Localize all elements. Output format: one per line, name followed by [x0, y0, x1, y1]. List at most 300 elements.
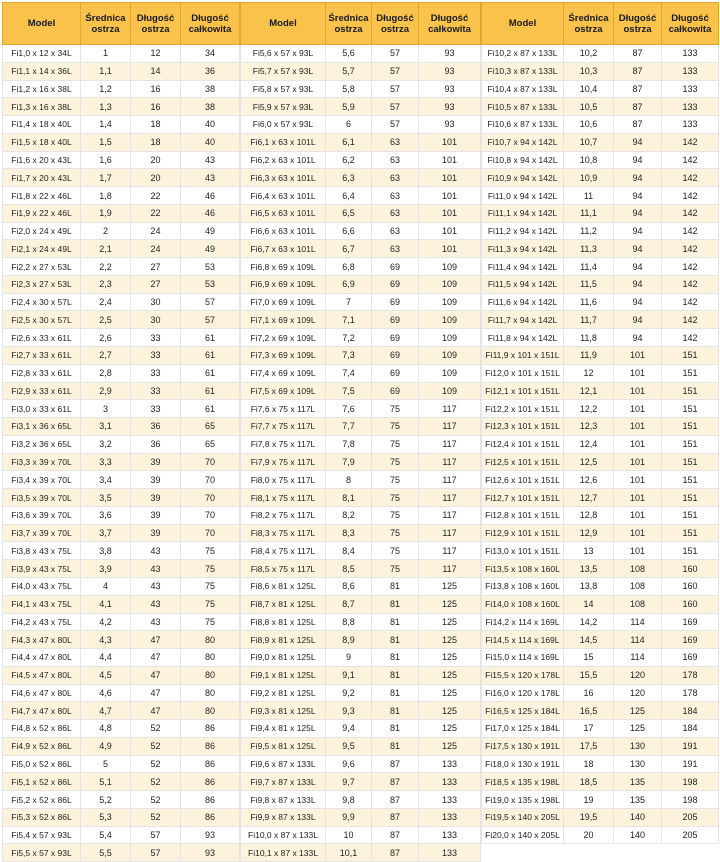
cell-diameter: 14,5 — [564, 631, 614, 649]
cell-total-length: 125 — [419, 684, 481, 702]
cell-model: Fi10,3 x 87 x 133L — [482, 62, 564, 80]
cell-blade-length: 108 — [614, 577, 662, 595]
table-row — [482, 524, 719, 542]
cell-blade-length: 39 — [131, 506, 181, 524]
cell-total-length: 151 — [662, 418, 719, 436]
cell-diameter: 15,5 — [564, 666, 614, 684]
cell-total-length: 101 — [419, 204, 481, 222]
cell-blade-length: 81 — [372, 737, 419, 755]
cell-total-length: 169 — [662, 613, 719, 631]
cell-model: Fi4,7 x 47 x 80L — [3, 702, 81, 720]
cell-blade-length: 140 — [614, 826, 662, 844]
cell-model: Fi12,1 x 101 x 151L — [482, 382, 564, 400]
table-row — [3, 489, 240, 507]
table-row — [241, 151, 481, 169]
cell-blade-length: 101 — [614, 542, 662, 560]
cell-diameter: 11,6 — [564, 293, 614, 311]
cell-model: Fi6,8 x 69 x 109L — [241, 258, 326, 276]
cell-model: Fi1,3 x 16 x 38L — [3, 98, 81, 116]
table-row — [482, 222, 719, 240]
cell-total-length: 93 — [419, 80, 481, 98]
cell-blade-length: 33 — [131, 364, 181, 382]
cell-total-length: 117 — [419, 453, 481, 471]
cell-blade-length: 75 — [372, 435, 419, 453]
table-row — [3, 222, 240, 240]
cell-blade-length: 63 — [372, 222, 419, 240]
cell-blade-length: 75 — [372, 453, 419, 471]
cell-model: Fi8,8 x 81 x 125L — [241, 613, 326, 631]
cell-blade-length: 47 — [131, 666, 181, 684]
cell-total-length: 160 — [662, 577, 719, 595]
cell-blade-length: 101 — [614, 453, 662, 471]
table-row — [241, 471, 481, 489]
cell-model: Fi19,5 x 140 x 205L — [482, 808, 564, 826]
cell-model: Fi13,5 x 108 x 160L — [482, 560, 564, 578]
cell-blade-length: 87 — [614, 98, 662, 116]
cell-total-length: 53 — [181, 275, 240, 293]
cell-total-length: 65 — [181, 418, 240, 436]
table-row — [482, 62, 719, 80]
table-row — [482, 702, 719, 720]
cell-blade-length: 87 — [614, 80, 662, 98]
cell-total-length: 151 — [662, 471, 719, 489]
cell-model: Fi6,7 x 63 x 101L — [241, 240, 326, 258]
cell-model: Fi12,2 x 101 x 151L — [482, 400, 564, 418]
cell-diameter: 2 — [81, 222, 131, 240]
table-row — [3, 649, 240, 667]
cell-diameter: 7 — [326, 293, 372, 311]
cell-blade-length: 24 — [131, 240, 181, 258]
cell-model: Fi5,2 x 52 x 86L — [3, 791, 81, 809]
cell-diameter: 4,6 — [81, 684, 131, 702]
table-row — [3, 116, 240, 134]
cell-blade-length: 63 — [372, 187, 419, 205]
cell-total-length: 93 — [419, 116, 481, 134]
table-row — [3, 524, 240, 542]
cell-total-length: 93 — [419, 45, 481, 63]
cell-blade-length: 81 — [372, 684, 419, 702]
table-row — [241, 489, 481, 507]
header-diameter: Średnica ostrza — [81, 3, 131, 45]
cell-total-length: 133 — [419, 773, 481, 791]
cell-blade-length: 130 — [614, 737, 662, 755]
cell-model: Fi3,6 x 39 x 70L — [3, 506, 81, 524]
spec-table-3 — [481, 2, 719, 844]
cell-total-length: 80 — [181, 649, 240, 667]
cell-total-length: 46 — [181, 187, 240, 205]
cell-model: Fi7,9 x 75 x 117L — [241, 453, 326, 471]
cell-total-length: 86 — [181, 737, 240, 755]
cell-blade-length: 33 — [131, 400, 181, 418]
cell-model: Fi5,5 x 57 x 93L — [3, 844, 81, 862]
cell-model: Fi6,2 x 63 x 101L — [241, 151, 326, 169]
cell-diameter: 12,6 — [564, 471, 614, 489]
table-row — [482, 435, 719, 453]
cell-blade-length: 94 — [614, 258, 662, 276]
table-row — [3, 666, 240, 684]
cell-diameter: 1,9 — [81, 204, 131, 222]
cell-total-length: 125 — [419, 577, 481, 595]
cell-model: Fi10,7 x 94 x 142L — [482, 133, 564, 151]
cell-total-length: 160 — [662, 595, 719, 613]
cell-blade-length: 140 — [614, 808, 662, 826]
cell-diameter: 10,7 — [564, 133, 614, 151]
cell-model: Fi6,0 x 57 x 93L — [241, 116, 326, 134]
cell-blade-length: 36 — [131, 418, 181, 436]
cell-blade-length: 75 — [372, 418, 419, 436]
cell-blade-length: 33 — [131, 329, 181, 347]
cell-total-length: 133 — [662, 98, 719, 116]
cell-blade-length: 33 — [131, 347, 181, 365]
cell-blade-length: 24 — [131, 222, 181, 240]
cell-total-length: 151 — [662, 489, 719, 507]
table-row — [3, 453, 240, 471]
cell-model: Fi19,0 x 135 x 198L — [482, 791, 564, 809]
table-row — [241, 204, 481, 222]
cell-blade-length: 101 — [614, 506, 662, 524]
cell-model: Fi14,5 x 114 x 169L — [482, 631, 564, 649]
cell-total-length: 151 — [662, 453, 719, 471]
cell-diameter: 2,9 — [81, 382, 131, 400]
cell-model: Fi7,5 x 69 x 109L — [241, 382, 326, 400]
cell-blade-length: 94 — [614, 169, 662, 187]
cell-model: Fi2,6 x 33 x 61L — [3, 329, 81, 347]
cell-diameter: 7,8 — [326, 435, 372, 453]
cell-diameter: 8,9 — [326, 631, 372, 649]
cell-model: Fi2,4 x 30 x 57L — [3, 293, 81, 311]
cell-blade-length: 52 — [131, 720, 181, 738]
cell-diameter: 10 — [326, 826, 372, 844]
cell-model: Fi10,0 x 87 x 133L — [241, 826, 326, 844]
table-row — [482, 293, 719, 311]
table-row — [3, 240, 240, 258]
cell-total-length: 75 — [181, 542, 240, 560]
cell-blade-length: 114 — [614, 649, 662, 667]
cell-model: Fi1,0 x 12 x 34L — [3, 45, 81, 63]
cell-model: Fi16,5 x 125 x 184L — [482, 702, 564, 720]
table-row — [482, 204, 719, 222]
cell-blade-length: 75 — [372, 560, 419, 578]
cell-total-length: 117 — [419, 471, 481, 489]
cell-total-length: 178 — [662, 684, 719, 702]
table-row — [241, 435, 481, 453]
cell-total-length: 49 — [181, 222, 240, 240]
cell-blade-length: 114 — [614, 631, 662, 649]
cell-model: Fi8,1 x 75 x 117L — [241, 489, 326, 507]
cell-model: Fi11,7 x 94 x 142L — [482, 311, 564, 329]
cell-total-length: 86 — [181, 808, 240, 826]
cell-blade-length: 75 — [372, 489, 419, 507]
cell-blade-length: 101 — [614, 382, 662, 400]
cell-blade-length: 43 — [131, 595, 181, 613]
cell-total-length: 142 — [662, 187, 719, 205]
cell-model: Fi5,4 x 57 x 93L — [3, 826, 81, 844]
cell-model: Fi1,7 x 20 x 43L — [3, 169, 81, 187]
table-row — [482, 720, 719, 738]
cell-total-length: 125 — [419, 613, 481, 631]
cell-model: Fi1,9 x 22 x 46L — [3, 204, 81, 222]
cell-diameter: 12,4 — [564, 435, 614, 453]
table-row — [482, 382, 719, 400]
cell-diameter: 11,9 — [564, 347, 614, 365]
cell-diameter: 7,3 — [326, 347, 372, 365]
cell-diameter: 2,5 — [81, 311, 131, 329]
table-row — [482, 613, 719, 631]
cell-diameter: 7,1 — [326, 311, 372, 329]
cell-blade-length: 47 — [131, 631, 181, 649]
cell-total-length: 61 — [181, 400, 240, 418]
cell-model: Fi6,1 x 63 x 101L — [241, 133, 326, 151]
cell-blade-length: 81 — [372, 720, 419, 738]
cell-blade-length: 94 — [614, 240, 662, 258]
table-row — [482, 506, 719, 524]
cell-total-length: 70 — [181, 489, 240, 507]
cell-total-length: 70 — [181, 524, 240, 542]
cell-diameter: 6 — [326, 116, 372, 134]
cell-model: Fi12,5 x 101 x 151L — [482, 453, 564, 471]
header-diameter: Średnica ostrza — [326, 3, 372, 45]
cell-total-length: 38 — [181, 98, 240, 116]
cell-blade-length: 69 — [372, 329, 419, 347]
cell-diameter: 1,3 — [81, 98, 131, 116]
cell-total-length: 70 — [181, 506, 240, 524]
cell-total-length: 151 — [662, 542, 719, 560]
cell-diameter: 4 — [81, 577, 131, 595]
cell-model: Fi10,1 x 87 x 133L — [241, 844, 326, 862]
cell-model: Fi3,7 x 39 x 70L — [3, 524, 81, 542]
cell-diameter: 4,2 — [81, 613, 131, 631]
table-row — [482, 151, 719, 169]
cell-blade-length: 101 — [614, 435, 662, 453]
cell-diameter: 20 — [564, 826, 614, 844]
cell-diameter: 7,9 — [326, 453, 372, 471]
table-row — [482, 755, 719, 773]
cell-total-length: 125 — [419, 649, 481, 667]
cell-diameter: 8,2 — [326, 506, 372, 524]
cell-total-length: 109 — [419, 347, 481, 365]
table-row — [241, 542, 481, 560]
cell-model: Fi4,1 x 43 x 75L — [3, 595, 81, 613]
cell-diameter: 12 — [564, 364, 614, 382]
cell-diameter: 8 — [326, 471, 372, 489]
cell-model: Fi3,5 x 39 x 70L — [3, 489, 81, 507]
cell-blade-length: 87 — [372, 755, 419, 773]
cell-total-length: 133 — [662, 80, 719, 98]
cell-total-length: 117 — [419, 524, 481, 542]
cell-model: Fi17,5 x 130 x 191L — [482, 737, 564, 755]
cell-blade-length: 81 — [372, 666, 419, 684]
cell-model: Fi18,5 x 135 x 198L — [482, 773, 564, 791]
cell-model: Fi15,5 x 120 x 178L — [482, 666, 564, 684]
table-row — [482, 649, 719, 667]
cell-model: Fi2,1 x 24 x 49L — [3, 240, 81, 258]
cell-blade-length: 57 — [372, 80, 419, 98]
cell-diameter: 10,5 — [564, 98, 614, 116]
cell-blade-length: 27 — [131, 275, 181, 293]
cell-blade-length: 108 — [614, 560, 662, 578]
cell-diameter: 18,5 — [564, 773, 614, 791]
cell-model: Fi3,3 x 39 x 70L — [3, 453, 81, 471]
table-row — [241, 98, 481, 116]
cell-total-length: 70 — [181, 453, 240, 471]
cell-blade-length: 69 — [372, 382, 419, 400]
cell-diameter: 1,4 — [81, 116, 131, 134]
cell-total-length: 125 — [419, 666, 481, 684]
cell-blade-length: 94 — [614, 293, 662, 311]
cell-diameter: 3,4 — [81, 471, 131, 489]
cell-model: Fi9,4 x 81 x 125L — [241, 720, 326, 738]
cell-diameter: 5,2 — [81, 791, 131, 809]
cell-model: Fi2,0 x 24 x 49L — [3, 222, 81, 240]
cell-total-length: 109 — [419, 258, 481, 276]
cell-blade-length: 135 — [614, 791, 662, 809]
cell-blade-length: 47 — [131, 702, 181, 720]
cell-model: Fi3,1 x 36 x 65L — [3, 418, 81, 436]
cell-diameter: 5,3 — [81, 808, 131, 826]
cell-blade-length: 33 — [131, 382, 181, 400]
table-row — [241, 240, 481, 258]
cell-model: Fi6,6 x 63 x 101L — [241, 222, 326, 240]
cell-diameter: 9,2 — [326, 684, 372, 702]
cell-diameter: 11,8 — [564, 329, 614, 347]
cell-blade-length: 57 — [372, 62, 419, 80]
table-row — [482, 631, 719, 649]
cell-diameter: 6,5 — [326, 204, 372, 222]
cell-model: Fi3,4 x 39 x 70L — [3, 471, 81, 489]
table-row — [241, 844, 481, 862]
cell-total-length: 191 — [662, 755, 719, 773]
cell-diameter: 5,7 — [326, 62, 372, 80]
cell-blade-length: 69 — [372, 347, 419, 365]
cell-total-length: 133 — [662, 116, 719, 134]
table-row — [3, 542, 240, 560]
cell-model: Fi8,4 x 75 x 117L — [241, 542, 326, 560]
cell-blade-length: 52 — [131, 808, 181, 826]
table-header-row — [3, 3, 240, 45]
cell-model: Fi7,6 x 75 x 117L — [241, 400, 326, 418]
cell-blade-length: 101 — [614, 471, 662, 489]
cell-total-length: 198 — [662, 791, 719, 809]
cell-total-length: 38 — [181, 80, 240, 98]
cell-diameter: 3,5 — [81, 489, 131, 507]
cell-model: Fi8,9 x 81 x 125L — [241, 631, 326, 649]
cell-diameter: 10,3 — [564, 62, 614, 80]
cell-blade-length: 20 — [131, 151, 181, 169]
cell-diameter: 9,7 — [326, 773, 372, 791]
table-row — [482, 489, 719, 507]
cell-total-length: 125 — [419, 631, 481, 649]
header-model: Model — [482, 3, 564, 45]
cell-blade-length: 94 — [614, 311, 662, 329]
cell-model: Fi6,5 x 63 x 101L — [241, 204, 326, 222]
cell-total-length: 151 — [662, 382, 719, 400]
cell-diameter: 9,8 — [326, 791, 372, 809]
header-diameter: Średnica ostrza — [564, 3, 614, 45]
cell-total-length: 93 — [181, 844, 240, 862]
cell-model: Fi11,5 x 94 x 142L — [482, 275, 564, 293]
cell-blade-length: 63 — [372, 240, 419, 258]
cell-blade-length: 101 — [614, 400, 662, 418]
cell-total-length: 75 — [181, 560, 240, 578]
table-row — [241, 133, 481, 151]
cell-total-length: 36 — [181, 62, 240, 80]
table-row — [3, 720, 240, 738]
cell-diameter: 5 — [81, 755, 131, 773]
cell-diameter: 4,5 — [81, 666, 131, 684]
cell-diameter: 7,2 — [326, 329, 372, 347]
cell-total-length: 133 — [662, 45, 719, 63]
cell-model: Fi10,4 x 87 x 133L — [482, 80, 564, 98]
cell-diameter: 11 — [564, 187, 614, 205]
cell-diameter: 6,9 — [326, 275, 372, 293]
cell-model: Fi9,0 x 81 x 125L — [241, 649, 326, 667]
cell-model: Fi7,1 x 69 x 109L — [241, 311, 326, 329]
table-row — [3, 347, 240, 365]
cell-blade-length: 52 — [131, 791, 181, 809]
cell-total-length: 191 — [662, 737, 719, 755]
cell-diameter: 16 — [564, 684, 614, 702]
cell-diameter: 9,3 — [326, 702, 372, 720]
cell-model: Fi15,0 x 114 x 169L — [482, 649, 564, 667]
cell-diameter: 3,7 — [81, 524, 131, 542]
cell-blade-length: 43 — [131, 560, 181, 578]
cell-diameter: 5,4 — [81, 826, 131, 844]
table-row — [3, 702, 240, 720]
cell-model: Fi4,6 x 47 x 80L — [3, 684, 81, 702]
table-row — [241, 400, 481, 418]
cell-blade-length: 81 — [372, 702, 419, 720]
cell-blade-length: 87 — [372, 826, 419, 844]
cell-diameter: 4,7 — [81, 702, 131, 720]
cell-total-length: 133 — [419, 826, 481, 844]
cell-total-length: 133 — [419, 844, 481, 862]
cell-diameter: 9,6 — [326, 755, 372, 773]
cell-blade-length: 30 — [131, 293, 181, 311]
cell-total-length: 178 — [662, 666, 719, 684]
cell-diameter: 1,6 — [81, 151, 131, 169]
cell-total-length: 61 — [181, 329, 240, 347]
cell-model: Fi1,4 x 18 x 40L — [3, 116, 81, 134]
cell-diameter: 4,3 — [81, 631, 131, 649]
cell-diameter: 9,9 — [326, 808, 372, 826]
cell-total-length: 169 — [662, 631, 719, 649]
cell-diameter: 2,7 — [81, 347, 131, 365]
cell-diameter: 6,3 — [326, 169, 372, 187]
cell-total-length: 70 — [181, 471, 240, 489]
cell-blade-length: 52 — [131, 737, 181, 755]
cell-model: Fi11,2 x 94 x 142L — [482, 222, 564, 240]
cell-total-length: 142 — [662, 240, 719, 258]
cell-model: Fi1,5 x 18 x 40L — [3, 133, 81, 151]
cell-blade-length: 69 — [372, 311, 419, 329]
table-row — [3, 364, 240, 382]
header-total-length: Długość całkowita — [662, 3, 719, 45]
cell-model: Fi9,1 x 81 x 125L — [241, 666, 326, 684]
cell-blade-length: 94 — [614, 222, 662, 240]
cell-diameter: 3,3 — [81, 453, 131, 471]
cell-blade-length: 16 — [131, 98, 181, 116]
cell-total-length: 80 — [181, 702, 240, 720]
cell-blade-length: 39 — [131, 453, 181, 471]
cell-diameter: 12,2 — [564, 400, 614, 418]
cell-model: Fi7,7 x 75 x 117L — [241, 418, 326, 436]
cell-model: Fi9,7 x 87 x 133L — [241, 773, 326, 791]
cell-diameter: 1,2 — [81, 80, 131, 98]
cell-total-length: 133 — [662, 62, 719, 80]
cell-model: Fi12,6 x 101 x 151L — [482, 471, 564, 489]
cell-model: Fi4,4 x 47 x 80L — [3, 649, 81, 667]
cell-blade-length: 20 — [131, 169, 181, 187]
